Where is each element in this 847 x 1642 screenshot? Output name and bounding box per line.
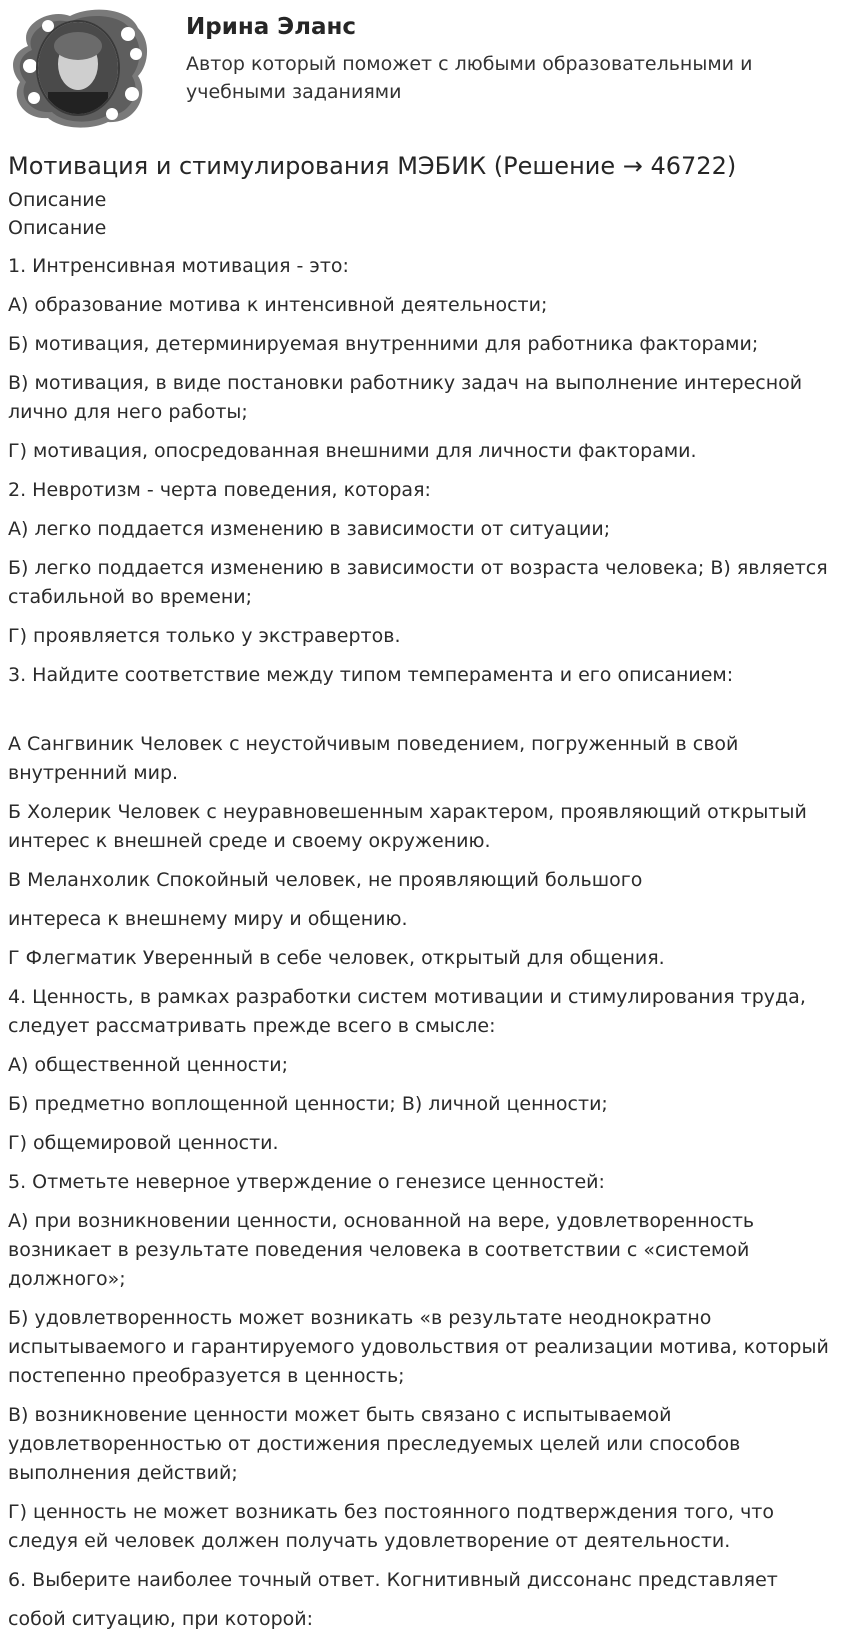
answer-option: В) мотивация, в виде постановки работнику задач на выполнение интересной лично для него работы; bbox=[8, 372, 803, 423]
answer-option: Г) ценность не может возникать без постоянного подтверждения того, что следуя ей человек должен получать удовлетворение от деятельности. bbox=[8, 1501, 774, 1552]
film-reel-avatar-icon[interactable] bbox=[8, 6, 152, 128]
author-description: Автор который поможет с любыми образовательными и учебными заданиями bbox=[186, 53, 753, 103]
question-6-continued: собой ситуацию, при которой: bbox=[8, 1608, 314, 1630]
answer-option: А) легко поддается изменению в зависимости от ситуации; bbox=[8, 518, 611, 540]
answer-option: А) образование мотива к интенсивной деятельности; bbox=[8, 294, 548, 316]
answer-option: Б) легко поддается изменению в зависимости от возраста человека; В) является стабильной во времени; bbox=[8, 557, 828, 608]
match-option: В Меланхолик Спокойный человек, не проявляющий большого bbox=[8, 869, 643, 891]
answer-option: Б) предметно воплощенной ценности; В) личной ценности; bbox=[8, 1093, 608, 1115]
document-content bbox=[0, 150, 847, 1634]
author-card bbox=[0, 0, 847, 138]
page-title: Мотивация и стимулирования МЭБИК (Решение → 46722) bbox=[8, 152, 737, 180]
answer-option: Г) мотивация, опосредованная внешними для личности факторами. bbox=[8, 440, 697, 462]
question-3: 3. Найдите соответствие между типом темперамента и его описанием: bbox=[8, 664, 734, 686]
answer-option: Г) проявляется только у экстравертов. bbox=[8, 625, 401, 647]
answer-option: Б) удовлетворенность может возникать «в результате неоднократно испытываемого и гарантируемого удовольствия от реализации мотива, который постепенно преобразуется в ценность; bbox=[8, 1307, 829, 1387]
answer-option: Б) мотивация, детерминируемая внутренними для работника факторами; bbox=[8, 333, 759, 355]
match-option: Г Флегматик Уверенный в себе человек, открытый для общения. bbox=[8, 947, 665, 969]
answer-option: Г) общемировой ценности. bbox=[8, 1132, 279, 1154]
question-2: 2. Невротизм - черта поведения, которая: bbox=[8, 479, 431, 501]
match-option-continued: интереса к внешнему миру и общению. bbox=[8, 908, 408, 930]
match-option: А Сангвиник Человек с неустойчивым поведением, погруженный в свой внутренний мир. bbox=[8, 733, 739, 784]
question-1: 1. Интренсивная мотивация - это: bbox=[8, 255, 349, 277]
question-4: 4. Ценность, в рамках разработки систем мотивации и стимулирования труда, следует рассматривать прежде всего в смысле: bbox=[8, 986, 806, 1037]
author-name[interactable]: Ирина Эланс bbox=[186, 14, 357, 40]
description-label-repeat: Описание bbox=[8, 217, 107, 239]
answer-option: В) возникновение ценности может быть связано с испытываемой удовлетворенностью от достижения преследуемых целей или способов выполнения действий; bbox=[8, 1404, 741, 1484]
answer-option: А) при возникновении ценности, основанной на вере, удовлетворенность возникает в результате поведения человека в соответствии с «системой должного»; bbox=[8, 1210, 755, 1290]
match-option: Б Холерик Человек с неуравновешенным характером, проявляющий открытый интерес к внешней среде и своему окружению. bbox=[8, 801, 807, 852]
question-5: 5. Отметьте неверное утверждение о генезисе ценностей: bbox=[8, 1171, 605, 1193]
question-6: 6. Выберите наиболее точный ответ. Когнитивный диссонанс представляет bbox=[8, 1569, 778, 1591]
description-label: Описание bbox=[8, 189, 107, 211]
answer-option: А) общественной ценности; bbox=[8, 1054, 288, 1076]
